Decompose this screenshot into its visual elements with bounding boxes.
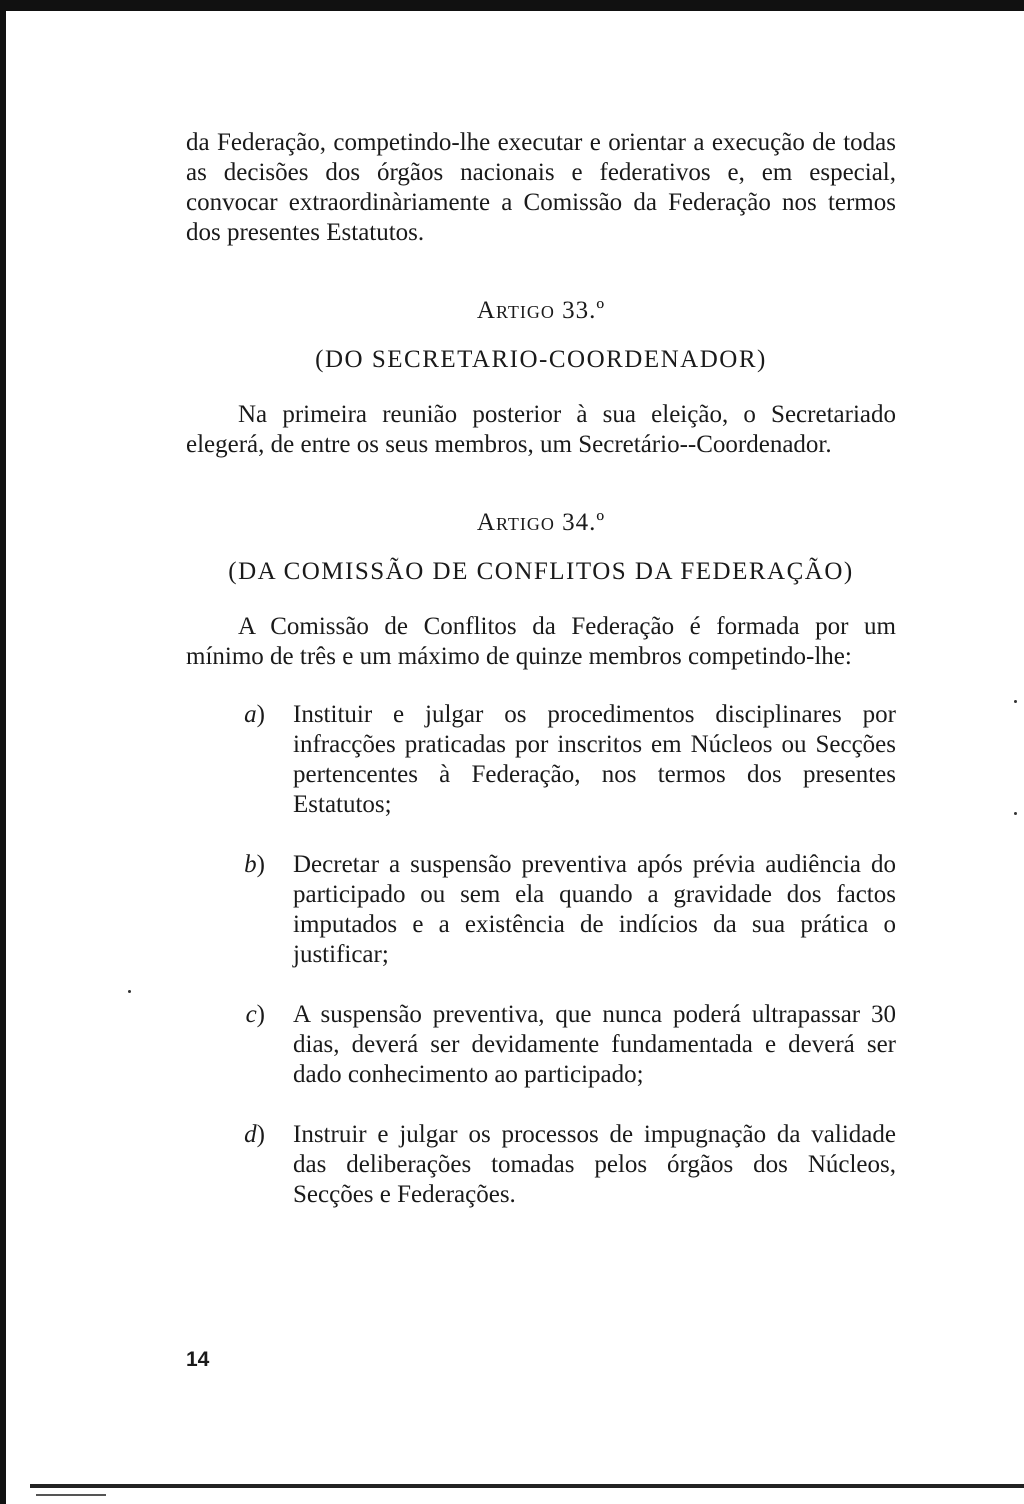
- list-item-text: Decretar a suspensão preventiva após prévia audiência do participado ou sem ela quando a gravidade dos factos imputados e a existência de indícios da sua prática o justificar;: [293, 851, 896, 968]
- list-item-text: Instituir e julgar os procedimentos disciplinares por infracções praticadas por inscritos em Núcleos ou Secções pertencentes à Federação, nos termos dos presentes Estatutos;: [293, 701, 896, 818]
- article-34-heading: Artigo 34.º: [476, 509, 606, 536]
- list-item: [186, 1120, 896, 1210]
- list-item: [186, 700, 896, 820]
- document-page: [186, 128, 896, 1210]
- scan-speck: [1014, 812, 1017, 815]
- scan-artifact-dash: [36, 1494, 106, 1496]
- list-item-letter: c): [245, 1001, 265, 1028]
- article-34-paragraph: A Comissão de Conflitos da Federação é formada por um mínimo de três e um máximo de quinze membros competindo-lhe:: [186, 613, 896, 670]
- list-item: [186, 1000, 896, 1090]
- intro-paragraph: da Federação, competindo-lhe executar e orientar a execução de todas as decisões dos órgãos nacionais e federativos e, em especial, convocar extraordinàriamente a Comissão da Federação nos termos dos presentes Estatutos.: [186, 129, 896, 246]
- scan-border-left: [0, 0, 6, 1504]
- scan-speck: [128, 990, 131, 993]
- scan-border-bottom: [30, 1484, 1024, 1488]
- article-34-list: [186, 700, 896, 1210]
- article-33-section-title: (DO SECRETARIO-COORDENADOR): [315, 346, 767, 373]
- article-33-heading: Artigo 33.º: [476, 297, 606, 324]
- article-34-section-title: (DA COMISSÃO DE CONFLITOS DA FEDERAÇÃO): [228, 558, 854, 585]
- article-33-paragraph: Na primeira reunião posterior à sua eleição, o Secretariado elegerá, de entre os seus membros, um Secretário--Coordenador.: [186, 401, 896, 458]
- list-item: [186, 850, 896, 970]
- scan-speck: [1014, 700, 1017, 703]
- page-number: 14: [186, 1348, 210, 1371]
- list-item-letter: b): [244, 851, 265, 878]
- list-item-letter: a): [244, 701, 265, 728]
- scan-border-top: [0, 0, 1024, 11]
- list-item-text: A suspensão preventiva, que nunca poderá ultrapassar 30 dias, deverá ser devidamente fundamentada e deverá ser dado conhecimento ao participado;: [293, 1001, 896, 1088]
- list-item-letter: d): [244, 1121, 265, 1148]
- list-item-text: Instruir e julgar os processos de impugnação da validade das deliberações tomadas pelos órgãos dos Núcleos, Secções e Federações.: [293, 1121, 896, 1208]
